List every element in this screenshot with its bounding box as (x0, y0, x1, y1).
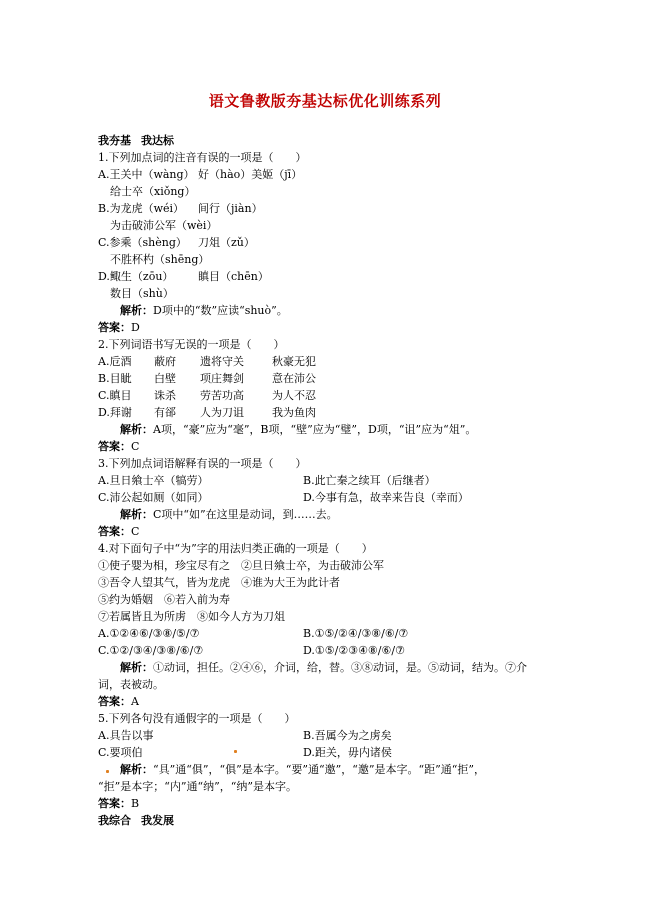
question-5-stem: 5.下列各句没有通假字的一项是（ ） (98, 712, 296, 725)
stray-mark (106, 770, 109, 773)
q3-option-c: C.沛公起如厕（如同） (98, 491, 209, 504)
answer-value: A (131, 695, 139, 708)
answer-label: 答案： (98, 321, 131, 334)
q2-cell: 白壁 (154, 372, 176, 385)
explanation-text: D项中的“数”应读“shuò”。 (153, 304, 288, 317)
answer-value: C (131, 525, 140, 538)
q5-option-b: B.吾属今为之虏矣 (303, 729, 392, 742)
q3-answer (98, 525, 139, 539)
q3-options-cd (98, 491, 469, 505)
explanation-label: 解析： (120, 661, 153, 674)
q1-option-b: B.为龙虎（wéi） (98, 202, 185, 215)
q4-option-b: B.①⑤/②④/③⑧/⑥/⑦ (303, 627, 409, 640)
q1-option-b-3: 为击破沛公军（wèi） (110, 219, 218, 232)
q2-cell: 我为鱼肉 (272, 406, 316, 419)
q1-option-c-line (98, 236, 255, 250)
q1-option-a-line (98, 168, 302, 182)
q1-option-d-2: 瞋目（chēn） (198, 270, 269, 283)
q3-option-a: A.旦日飨士卒（犒劳） (98, 474, 209, 487)
q3-options-ab (98, 474, 436, 488)
answer-label: 答案： (98, 797, 131, 810)
q2-cell: 蔽府 (154, 355, 176, 368)
question-4-stem: 4.对下面句子中“为”字的用法归类正确的一项是（ ） (98, 542, 373, 555)
q4-explanation (120, 661, 527, 675)
q2-cell: D.拜谢 (98, 406, 132, 419)
q1-option-c: C.参乘（shèng） (98, 236, 187, 249)
q2-option-c (98, 389, 316, 403)
q4-explanation-cont: 词，表被动。 (98, 678, 164, 691)
q4-option-a: A.①②④⑥/③⑧/⑤/⑦ (98, 627, 200, 640)
q5-explanation-cont: “拒”是本字；“内”通“纳”，“纳”是本字。 (98, 780, 297, 793)
answer-value: B (131, 797, 140, 810)
section-heading-part: 我夯基 (98, 134, 131, 147)
q1-option-c-2: 刀俎（zǔ） (198, 236, 255, 249)
section-heading-part: 我综合 (98, 814, 131, 827)
q2-cell: 为人不忍 (272, 389, 316, 402)
q4-option-d: D.①⑤/②③④⑧/⑥/⑦ (303, 644, 405, 657)
question-3-stem: 3.下列加点词语解释有误的一项是（ ） (98, 457, 307, 470)
q1-option-a-3: 给士卒（xiǒng） (110, 185, 196, 198)
q2-cell: 秋豪无犯 (272, 355, 316, 368)
answer-label: 答案： (98, 525, 131, 538)
q5-options-cd (98, 746, 392, 760)
q4-sentences-1: ①使子婴为相，珍宝尽有之 ②旦日飨士卒，为击破沛公军 (98, 559, 384, 572)
question-2-stem: 2.下列词语书写无误的一项是（ ） (98, 338, 285, 351)
q2-answer (98, 440, 139, 454)
section-heading-1 (98, 134, 174, 148)
q5-option-c: C.要项伯 (98, 746, 143, 759)
answer-value: C (131, 440, 140, 453)
q2-cell: 项庄舞剑 (200, 372, 244, 385)
q5-answer (98, 797, 139, 811)
section-heading-part: 我达标 (141, 134, 174, 147)
q1-option-d-line (98, 270, 269, 284)
q3-explanation (120, 508, 338, 522)
answer-value: D (131, 321, 140, 334)
q2-cell: B.目眦 (98, 372, 132, 385)
q2-cell: 遗将守关 (200, 355, 244, 368)
q2-explanation (120, 423, 476, 437)
q4-options-ab (98, 627, 408, 641)
explanation-label: 解析： (120, 763, 153, 776)
q4-options-cd (98, 644, 405, 658)
q4-answer (98, 695, 139, 709)
q2-cell: 劳苦功高 (200, 389, 244, 402)
q5-explanation (120, 763, 485, 777)
explanation-text: A项，“豪”应为“毫”，B项，“壁”应为“璧”，D项，“诅”应为“俎”。 (153, 423, 477, 436)
q1-option-b-2: 间行（jiàn） (198, 202, 263, 215)
q4-option-c: C.①②/③④/③⑧/⑥/⑦ (98, 644, 204, 657)
explanation-label: 解析： (120, 508, 153, 521)
q5-option-a: A.具告以事 (98, 729, 154, 742)
q2-cell: 意在沛公 (272, 372, 316, 385)
section-heading-2 (98, 814, 174, 828)
q2-cell: C.瞋目 (98, 389, 132, 402)
q1-option-c-3: 不胜杯杓（shēng） (110, 253, 210, 266)
q5-option-d: D.距关，毋内诸侯 (303, 746, 392, 759)
explanation-text: C项中“如”在这里是动词，到……去。 (153, 508, 338, 521)
q1-option-a: A.王关中（wàng） (98, 168, 195, 181)
section-heading-part: 我发展 (141, 814, 174, 827)
q3-option-b: B.此亡秦之续耳（后继者） (303, 474, 436, 487)
q2-option-a (98, 355, 316, 369)
stray-mark (234, 750, 237, 753)
q1-option-d: D.鲰生（zōu） (98, 270, 174, 283)
question-1-stem: 1.下列加点词的注音有误的一项是（ ） (98, 151, 307, 164)
q5-options-ab (98, 729, 392, 743)
explanation-label: 解析： (120, 304, 153, 317)
q2-cell: 诛杀 (154, 389, 176, 402)
answer-label: 答案： (98, 440, 131, 453)
q1-explanation (120, 304, 288, 318)
q3-option-d: D.今事有急，故幸来告良（幸而） (303, 491, 469, 504)
q4-sentences-2: ③吾令人望其气，皆为龙虎 ④谁为大王为此计者 (98, 576, 340, 589)
explanation-label: 解析： (120, 423, 153, 436)
q4-sentences-4: ⑦若属皆且为所虏 ⑧如今人方为刀俎 (98, 610, 285, 623)
q4-sentences-3: ⑤约为婚姻 ⑥若入前为寿 (98, 593, 230, 606)
q2-cell: A.卮酒 (98, 355, 132, 368)
q1-option-a-2: 好（hào）美姬（jī） (198, 168, 303, 181)
explanation-text: ①动词，担任。②④⑥，介词，给，替。③⑧动词，是。⑤动词，结为。⑦介 (153, 661, 527, 674)
q1-option-b-line (98, 202, 263, 216)
q2-option-d (98, 406, 316, 420)
answer-label: 答案： (98, 695, 131, 708)
q1-option-d-3: 数目（shù） (110, 287, 174, 300)
q2-cell: 人为刀诅 (200, 406, 244, 419)
explanation-text: “具”通“俱”，“俱”是本字。“要”通“邀”，“邀”是本字。“距”通“拒”， (153, 763, 485, 776)
q2-option-b (98, 372, 316, 386)
q1-answer (98, 321, 140, 335)
q2-cell: 有郤 (154, 406, 176, 419)
page-title: 语文鲁教版夯基达标优化训练系列 (208, 92, 442, 110)
